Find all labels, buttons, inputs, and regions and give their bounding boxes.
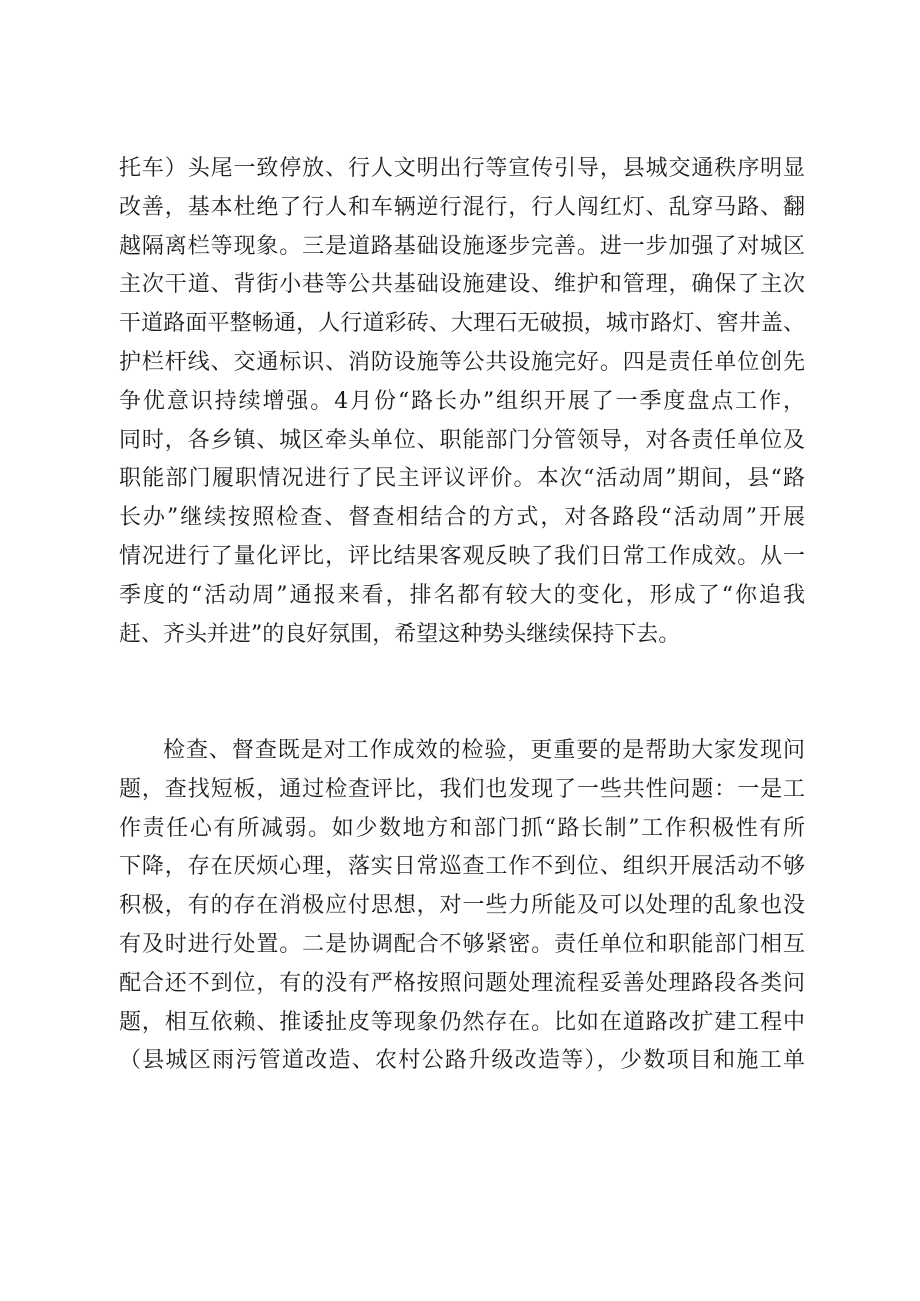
text-line: 护栏杆线、交通标识、消防设施等公共设施完好。四是责任单位创先 [119,349,805,375]
text-line: 情况进行了量化评比，评比结果客观反映了我们日常工作成效。从一 [119,543,805,569]
text-line: 季度的“活动周”通报来看，排名都有较大的变化，形成了“你追我 [119,582,805,608]
text-line: 下降，存在厌烦心理，落实日常巡查工作不到位、组织开展活动不够 [119,854,805,880]
paragraph-2 [119,732,805,1081]
text-line: 赶、齐头并进”的良好氛围，希望这种势头继续保持下去。 [119,621,681,647]
text-line: 职能部门履职情况进行了民主评议评价。本次“活动周”期间，县“路 [119,466,805,492]
text-line: 同时，各乡镇、城区牵头单位、职能部门分管领导，对各责任单位及 [119,427,805,453]
text-line: 长办”继续按照检查、督查相结合的方式，对各路段“活动周”开展 [119,505,805,531]
text-line: 积极，有的存在消极应付思想，对一些力所能及可以处理的乱象也没 [119,893,805,919]
text-line: 题，查找短板，通过检查评比，我们也发现了一些共性问题：一是工 [119,776,805,802]
text-line: 主次干道、背街小巷等公共基础设施建设、维护和管理，确保了主次 [119,272,805,298]
text-line: 干道路面平整畅通，人行道彩砖、大理石无破损，城市路灯、窖井盖、 [119,311,805,337]
text-line: 题，相互依赖、推诿扯皮等现象仍然存在。比如在道路改扩建工程中 [119,1009,805,1035]
text-line: 作责任心有所减弱。如少数地方和部门抓“路长制”工作积极性有所 [119,815,805,841]
text-line: 配合还不到位，有的没有严格按照问题处理流程妥善处理路段各类问 [119,970,805,996]
text-line: 托车）头尾一致停放、行人文明出行等宣传引导，县城交通秩序明显 [119,156,805,181]
text-line: （县城区雨污管道改造、农村公路升级改造等），少数项目和施工单 [119,1048,805,1074]
paragraph-1 [119,150,805,654]
text-line: 有及时进行处置。二是协调配合不够紧密。责任单位和职能部门相互 [119,931,805,957]
text-line: 检查、督查既是对工作成效的检验，更重要的是帮助大家发现问 [163,738,805,763]
text-line: 争优意识持续增强。4月份“路长办”组织开展了一季度盘点工作， [119,388,805,414]
text-line: 越隔离栏等现象。三是道路基础设施逐步完善。进一步加强了对城区 [119,233,805,259]
text-line: 改善，基本杜绝了行人和车辆逆行混行，行人闯红灯、乱穿马路、翻 [119,194,805,220]
